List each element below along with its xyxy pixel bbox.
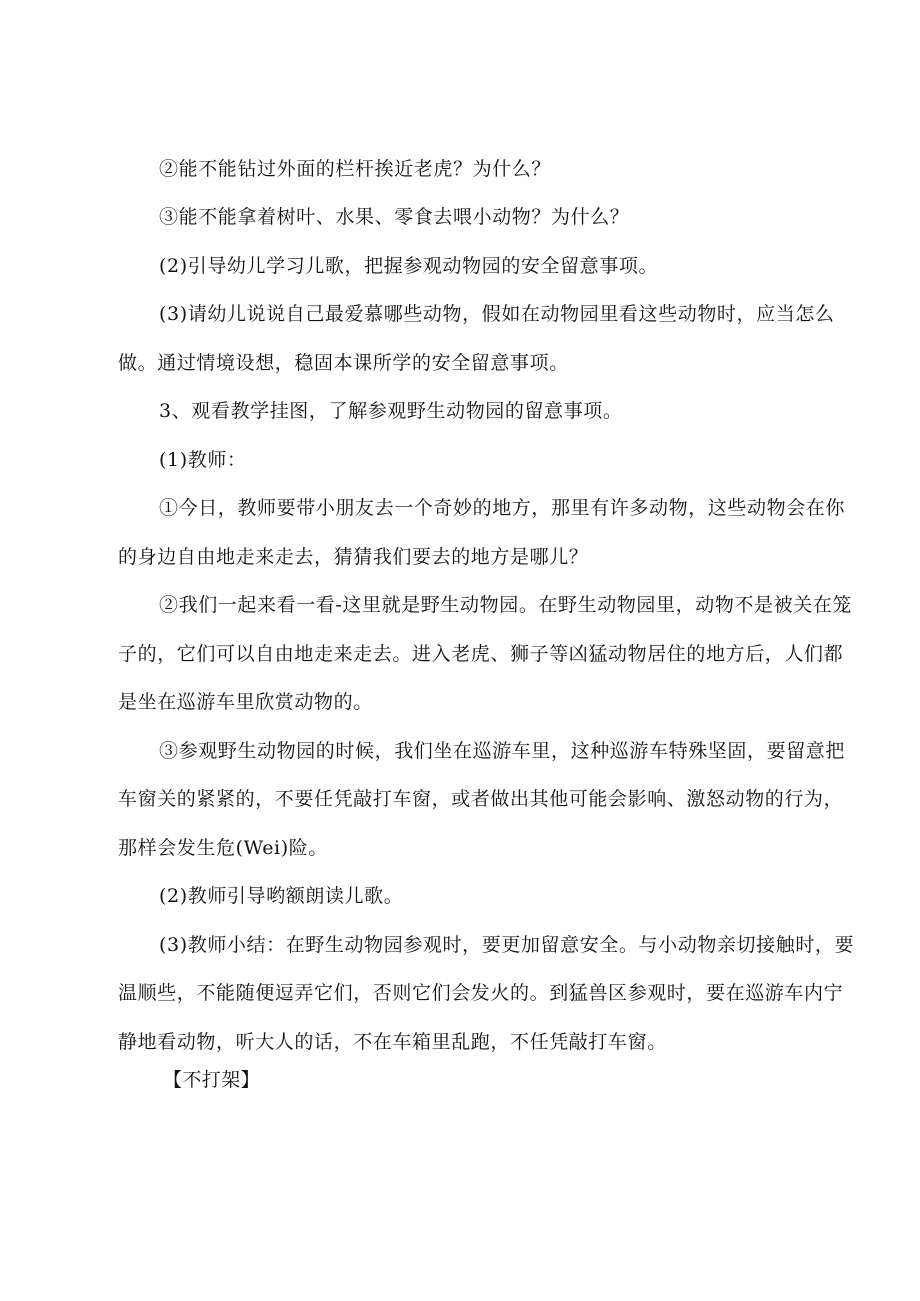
paragraph-line: ②能不能钻过外面的栏杆挨近老虎？为什么？: [159, 158, 552, 180]
paragraph-line: ②我们一起来看一看-这里就是野生动物园。在野生动物园里，动物不是被关在笼: [159, 594, 853, 616]
paragraph-line: ③能不能拿着树叶、水果、零食去喂小动物？为什么？: [159, 206, 630, 228]
paragraph-line: (3)教师小结：在野生动物园参观时，要更加留意安全。与小动物亲切接触时，要: [159, 934, 855, 956]
paragraph-line: 车窗关的紧紧的，不要任凭敲打车窗，或者做出其他可能会影响、激怒动物的行为，: [118, 788, 844, 810]
paragraph-line: 做。通过情境设想，稳固本课所学的安全留意事项。: [118, 352, 569, 374]
paragraph-line: 那样会发生危(Wei)险。: [118, 837, 328, 859]
paragraph-line: ③参观野生动物园的时候，我们坐在巡游车里，这种巡游车特殊坚固，要留意把: [159, 740, 846, 762]
paragraph-line: 的身边自由地走来走去，猜猜我们要去的地方是哪儿？: [118, 546, 589, 568]
paragraph-line: (2)教师引导哟额朗读儿歌。: [159, 885, 404, 907]
paragraph-line: 温顺些，不能随便逗弄它们，否则它们会发火的。到猛兽区参观时，要在巡游车内宁: [118, 982, 844, 1004]
paragraph-line: (1)教师：: [159, 449, 247, 471]
paragraph-line: (3)请幼儿说说自己最爱慕哪些动物，假如在动物园里看这些动物时，应当怎么: [159, 303, 835, 325]
paragraph-line: 是坐在巡游车里欣赏动物的。: [118, 691, 373, 713]
paragraph-line: 静地看动物，听大人的话，不在车箱里乱跑，不任凭敲打车窗。: [118, 1031, 667, 1053]
paragraph-line: 子的，它们可以自由地走来走去。进入老虎、狮子等凶猛动物居住的地方后，人们都: [118, 643, 844, 665]
paragraph-line: 3、观看教学挂图，了解参观野生动物园的留意事项。: [159, 400, 623, 422]
paragraph-line: (2)引导幼儿学习儿歌，把握参观动物园的安全留意事项。: [159, 255, 659, 277]
paragraph-line: ①今日，教师要带小朋友去一个奇妙的地方，那里有许多动物，这些动物会在你: [159, 497, 846, 519]
section-title: 【不打架】: [163, 1069, 261, 1091]
